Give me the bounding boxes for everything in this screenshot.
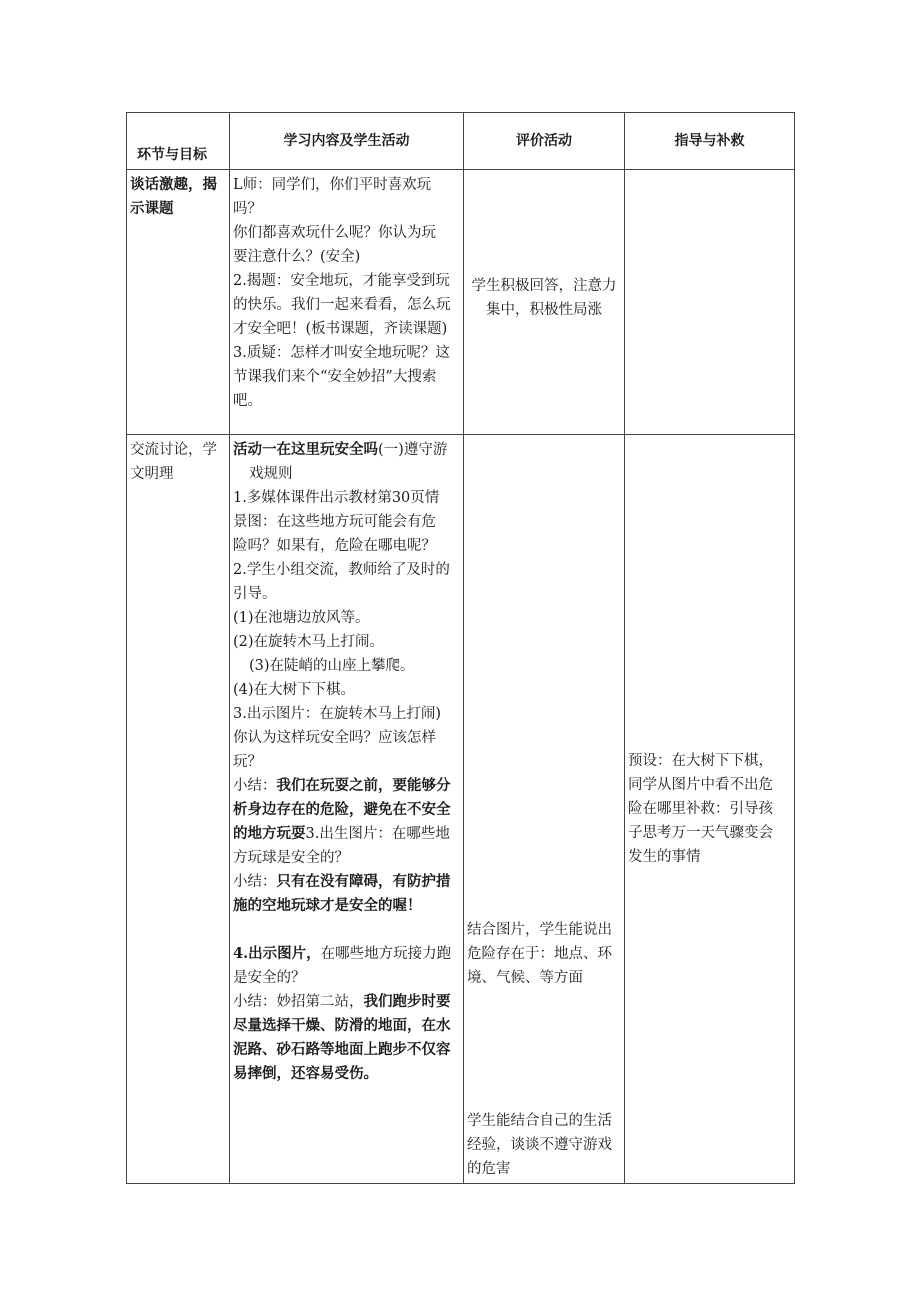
header-row <box>127 113 795 170</box>
summary-line: 施的空地玩球才是安全的喔！ <box>233 897 422 914</box>
stage-cell <box>127 435 230 1184</box>
item4-text: 在哪些地方玩接力跑 <box>320 946 452 962</box>
content-line: (3)在陡峭的山座上攀爬。 <box>249 658 415 674</box>
evaluation-line: 学生能结合自己的生活 <box>467 1113 612 1129</box>
activity-sub: (一)遵守游 <box>378 442 448 458</box>
stage-line: 谈话激趣，揭 <box>130 176 217 193</box>
summary-line <box>233 774 460 798</box>
summary-text: 只有在没有障碍，有防护措 <box>276 873 451 890</box>
content-line: 景图：在这些地方玩可能会有危 <box>233 514 436 530</box>
header-content: 学习内容及学生活动 <box>283 133 410 149</box>
guidance-cell <box>625 170 795 435</box>
header-cell <box>625 113 795 170</box>
content-line: 的快乐。我们一起来看看，怎么玩 <box>233 297 451 313</box>
stage-line: 文明理 <box>130 466 174 482</box>
summary-line: 易摔倒，还容易受伤。 <box>233 1065 378 1082</box>
evaluation-line: 危险存在于：地点、环 <box>467 946 612 962</box>
activity-title: 活动一在这里玩安全吗 <box>233 441 378 458</box>
evaluation-line: 学生积极回答，注意力 <box>471 278 617 294</box>
summary-line: 尽量选择干燥、防滑的地面，在水 <box>233 1017 451 1034</box>
activity-title-line <box>233 438 460 462</box>
evaluation-line: 集中，积极性局涨 <box>486 302 602 318</box>
evaluation-line: 境、气候、等方面 <box>467 970 583 986</box>
lesson-plan-table <box>126 112 795 1184</box>
summary-line <box>233 990 460 1014</box>
content-line: (4)在大树下下棋。 <box>233 682 356 698</box>
content-line: 才安全吧！(板书课题，齐读课题) <box>233 321 448 337</box>
content-cell <box>230 435 464 1184</box>
header-cell <box>464 113 625 170</box>
content-line: 是安全的？ <box>233 970 306 986</box>
summary-label: 小结： <box>233 874 277 890</box>
activity-sub-line: 戏规则 <box>249 466 293 482</box>
guidance-line: 发生的事情 <box>628 849 701 865</box>
stage-cell <box>127 170 230 435</box>
item4-label: 4.出示图片， <box>233 945 321 962</box>
summary-line <box>233 822 460 846</box>
guidance-line: 同学从图片中看不出危 <box>628 777 773 793</box>
header-cell <box>127 113 230 170</box>
content-line: 节课我们来个“安全妙招”大搜索 <box>233 369 437 385</box>
spacer <box>233 918 460 942</box>
header-cell <box>230 113 464 170</box>
content-line: L师：同学们，你们平时喜欢玩吗？ <box>233 177 432 217</box>
summary-line: 泥路、砂石路等地面上跑步不仅容 <box>233 1041 451 1058</box>
stage-line: 交流讨论，学 <box>130 442 217 458</box>
content-line: 引导。 <box>233 586 277 602</box>
header-evaluation: 评价活动 <box>516 133 572 149</box>
summary-label: 小结： <box>233 778 277 794</box>
table-row <box>127 170 795 435</box>
evaluation-line: 结合图片，学生能说出 <box>467 922 612 938</box>
content-line: 你们都喜欢玩什么呢？你认为玩 <box>233 225 436 241</box>
evaluation-cell <box>464 435 625 1184</box>
content-line: 你认为这样玩安全吗？应该怎样 <box>233 730 436 746</box>
content-line: (2)在旋转木马上打闹。 <box>233 634 385 650</box>
evaluation-cell <box>464 170 625 435</box>
content-line: 3.出示图片：在旋转木马上打闹) <box>233 706 441 722</box>
summary-label: 小结：妙招第二站， <box>233 994 364 1010</box>
item4-line <box>233 942 460 966</box>
content-text: 3.出生图片：在哪些地 <box>305 826 450 842</box>
evaluation-line: 的危害 <box>467 1161 511 1177</box>
content-line: 玩？ <box>233 754 262 770</box>
summary-line: 析身边存在的危险，避免在不安全 <box>233 801 451 818</box>
content-line: (1)在池塘边放风等。 <box>233 610 370 626</box>
content-line: 方玩球是安全的？ <box>233 850 349 866</box>
summary-text: 我们在玩耍之前，要能够分 <box>276 777 451 794</box>
content-line: 1.多媒体课件出示教材第30页情 <box>233 490 440 506</box>
content-line: 2.揭题：安全地玩，才能享受到玩 <box>233 273 450 289</box>
table-row <box>127 435 795 1184</box>
guidance-line: 子思考万一天气骤变会 <box>628 825 773 841</box>
guidance-cell <box>625 435 795 1184</box>
header-stage: 环节与目标 <box>137 147 207 163</box>
content-line: 要注意什么？(安全) <box>233 249 361 265</box>
content-line: 2.学生小组交流，教师给了及时的 <box>233 562 450 578</box>
guidance-line: 预设：在大树下下棋， <box>628 753 773 769</box>
content-line: 吧。 <box>233 393 262 409</box>
content-line: 险吗？如果有，危险在哪电呢？ <box>233 538 436 554</box>
header-guidance: 指导与补救 <box>674 133 745 149</box>
stage-line: 示课题 <box>130 200 174 217</box>
summary-text: 的地方玩耍 <box>233 825 306 842</box>
summary-line <box>233 870 460 894</box>
content-line: 3.质疑：怎样才叫安全地玩呢？这 <box>233 345 450 361</box>
evaluation-line: 经验，谈谈不遵守游戏 <box>467 1137 612 1153</box>
summary-text: 我们跑步时要 <box>363 993 451 1010</box>
content-cell <box>230 170 464 435</box>
guidance-line: 险在哪里补救：引导孩 <box>628 801 773 817</box>
